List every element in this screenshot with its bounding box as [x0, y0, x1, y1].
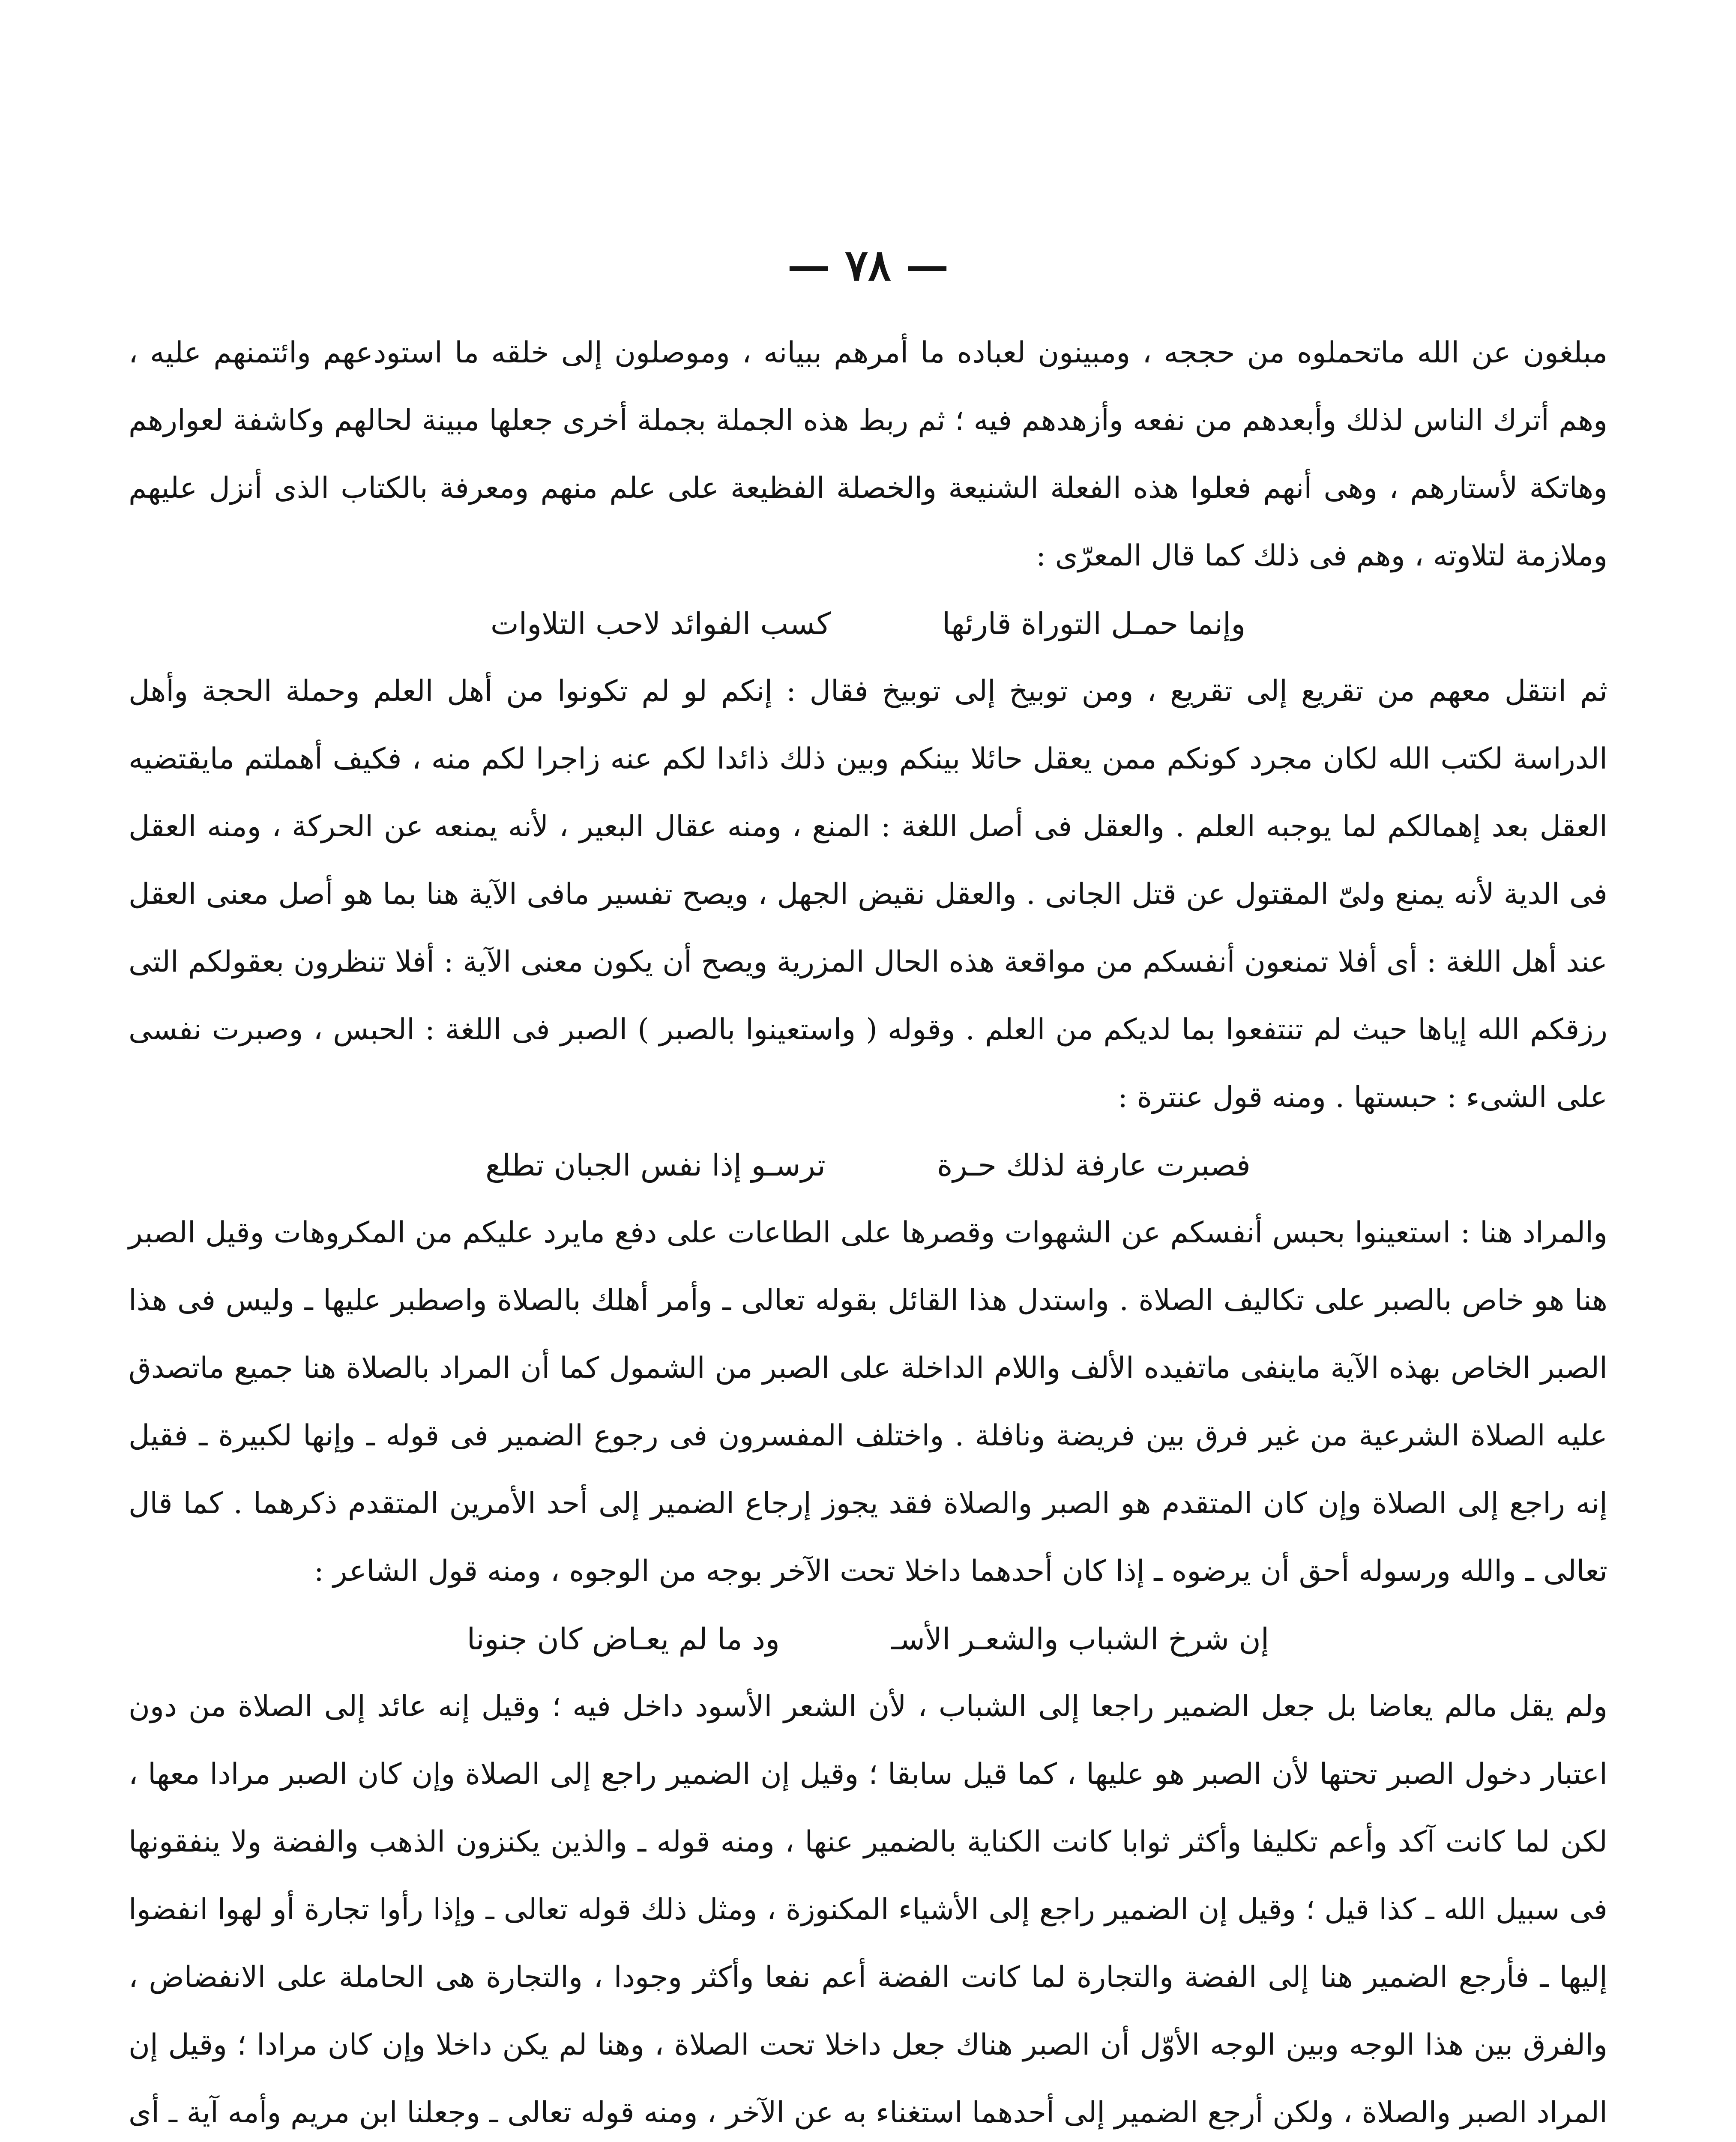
- paragraph: والمراد هنا : استعينوا بحبس أنفسكم عن الشهوات وقصرها على الطاعات على دفع مايرد عليكم من المكروهات وقيل الصبر هنا هو خاص بالصبر على تكاليف الصلاة . واستدل هذا القائل بقوله تعالى ـ وأمر أهلك بالصلاة واصطبر عليها ـ وليس فى هذا الصبر الخاص بهذه الآية ماينفى ماتفيده الألف واللام الداخلة على الصبر من الشمول كما أن المراد بالصلاة هنا جميع ماتصدق عليه الصلاة الشرعية من غير فرق بين فريضة ونافلة . واختلف المفسرون فى رجوع الضمير فى قوله ـ وإنها لكبيرة ـ فقيل إنه راجع إلى الصلاة وإن كان المتقدم هو الصبر والصلاة فقد يجوز إرجاع الضمير إلى أحد الأمرين المتقدم ذكرهما . كما قال تعالى ـ والله ورسوله أحق أن يرضوه ـ إذا كان أحدهما داخلا تحت الآخر بوجه من الوجوه ، ومنه قول الشاعر :: [129, 1216, 1608, 1588]
- verse-second-hemistich: ترسـو إذا نفس الجبان تطلع: [485, 1148, 826, 1183]
- verse-first-hemistich: فصبرت عارفة لذلك حـرة: [937, 1148, 1251, 1183]
- paragraph: ولم يقل مالم يعاضا بل جعل الضمير راجعا إلى الشباب ، لأن الشعر الأسود داخل فيه ؛ وقيل إنه عائد إلى الصلاة من دون اعتبار دخول الصبر تحتها لأن الصبر هو عليها ، كما قيل سابقا ؛ وقيل إن الضمير راجع إلى الصلاة وإن كان الصبر مرادا معها ، لكن لما كانت آكد وأعم تكليفا وأكثر ثوابا كانت الكناية بالضمير عنها ، ومنه قوله ـ والذين يكنزون الذهب والفضة ولا ينفقونها فى سبيل الله ـ كذا قيل ؛ وقيل إن الضمير راجع إلى الأشياء المكنوزة ، ومثل ذلك قوله تعالى ـ وإذا رأوا تجارة أو لهوا انفضوا إليها ـ فأرجع الضمير هنا إلى الفضة والتجارة لما كانت الفضة أعم نفعا وأكثر وجودا ، والتجارة هى الحاملة على الانفضاض ، والفرق بين هذا الوجه وبين الوجه الأوّل أن الصبر هناك جعل داخلا تحت الصلاة ، وهنا لم يكن داخلا وإن كان مرادا ؛ وقيل إن المراد الصبر والصلاة ، ولكن أرجع الضمير إلى أحدهما استغناء به عن الآخر ، ومنه قوله تعالى ـ وجعلنا ابن مريم وأمه آية ـ أى: [129, 1690, 1607, 2130]
- poetry-verse: [129, 590, 1607, 658]
- paragraph: ثم انتقل معهم من تقريع إلى تقريع ، ومن توبيخ إلى توبيخ فقال : إنكم لو لم تكونوا من أهل العلم وحملة الحجة وأهل الدراسة لكتب الله لكان مجرد كونكم ممن يعقل حائلا بينكم وبين ذلك ذائدا لكم عنه زاجرا لكم منه ، فكيف أهملتم مايقتضيه العقل بعد إهمالكم لما يوجبه العلم . والعقل فى أصل اللغة : المنع ، ومنه عقال البعير ، لأنه يمنعه عن الحركة ، ومنه العقل فى الدية لأنه يمنع ولىّ المقتول عن قتل الجانى . والعقل نقيض الجهل ، ويصح تفسير مافى الآية هنا بما هو أصل معنى العقل عند أهل اللغة : أى أفلا تمنعون أنفسكم من مواقعة هذه الحال المزرية ويصح أن يكون معنى الآية : أفلا تنظرون بعقولكم التى رزقكم الله إياها حيث لم تنتفعوا بما لديكم من العلم . وقوله ( واستعينوا بالصبر ) الصبر فى اللغة : الحبس ، وصبرت نفسى على الشىء : حبستها . ومنه قول عنترة :: [129, 674, 1608, 1114]
- page-number: — ٧٨ —: [787, 240, 949, 290]
- verse-first-hemistich: وإنما حمـل التوراة قارئها: [942, 606, 1246, 641]
- verse-first-hemistich: إن شرخ الشباب والشعـر الأسـ: [891, 1621, 1269, 1657]
- page-body: [129, 319, 1607, 2142]
- poetry-verse: [129, 1131, 1607, 1199]
- paragraph: مبلغون عن الله ماتحملوه من حججه ، ومبينون لعباده ما أمرهم ببيانه ، وموصلون إلى خلقه ما استودعهم وائتمنهم عليه ، وهم أترك الناس لذلك وأبعدهم من نفعه وأزهدهم فيه ؛ ثم ربط هذه الجملة بجملة أخرى جعلها مبينة لحالهم وكاشفة لعوارهم وهاتكة لأستارهم ، وهى أنهم فعلوا هذه الفعلة الشنيعة والخصلة الفظيعة على علم منهم ومعرفة بالكتاب الذى أنزل عليهم وملازمة لتلاوته ، وهم فى ذلك كما قال المعرّى :: [129, 336, 1607, 573]
- poetry-verse: [129, 1605, 1607, 1673]
- verse-second-hemistich: ود ما لم يعـاض كان جنونا: [467, 1621, 780, 1657]
- verse-second-hemistich: كسب الفوائد لاحب التلاوات: [490, 606, 831, 641]
